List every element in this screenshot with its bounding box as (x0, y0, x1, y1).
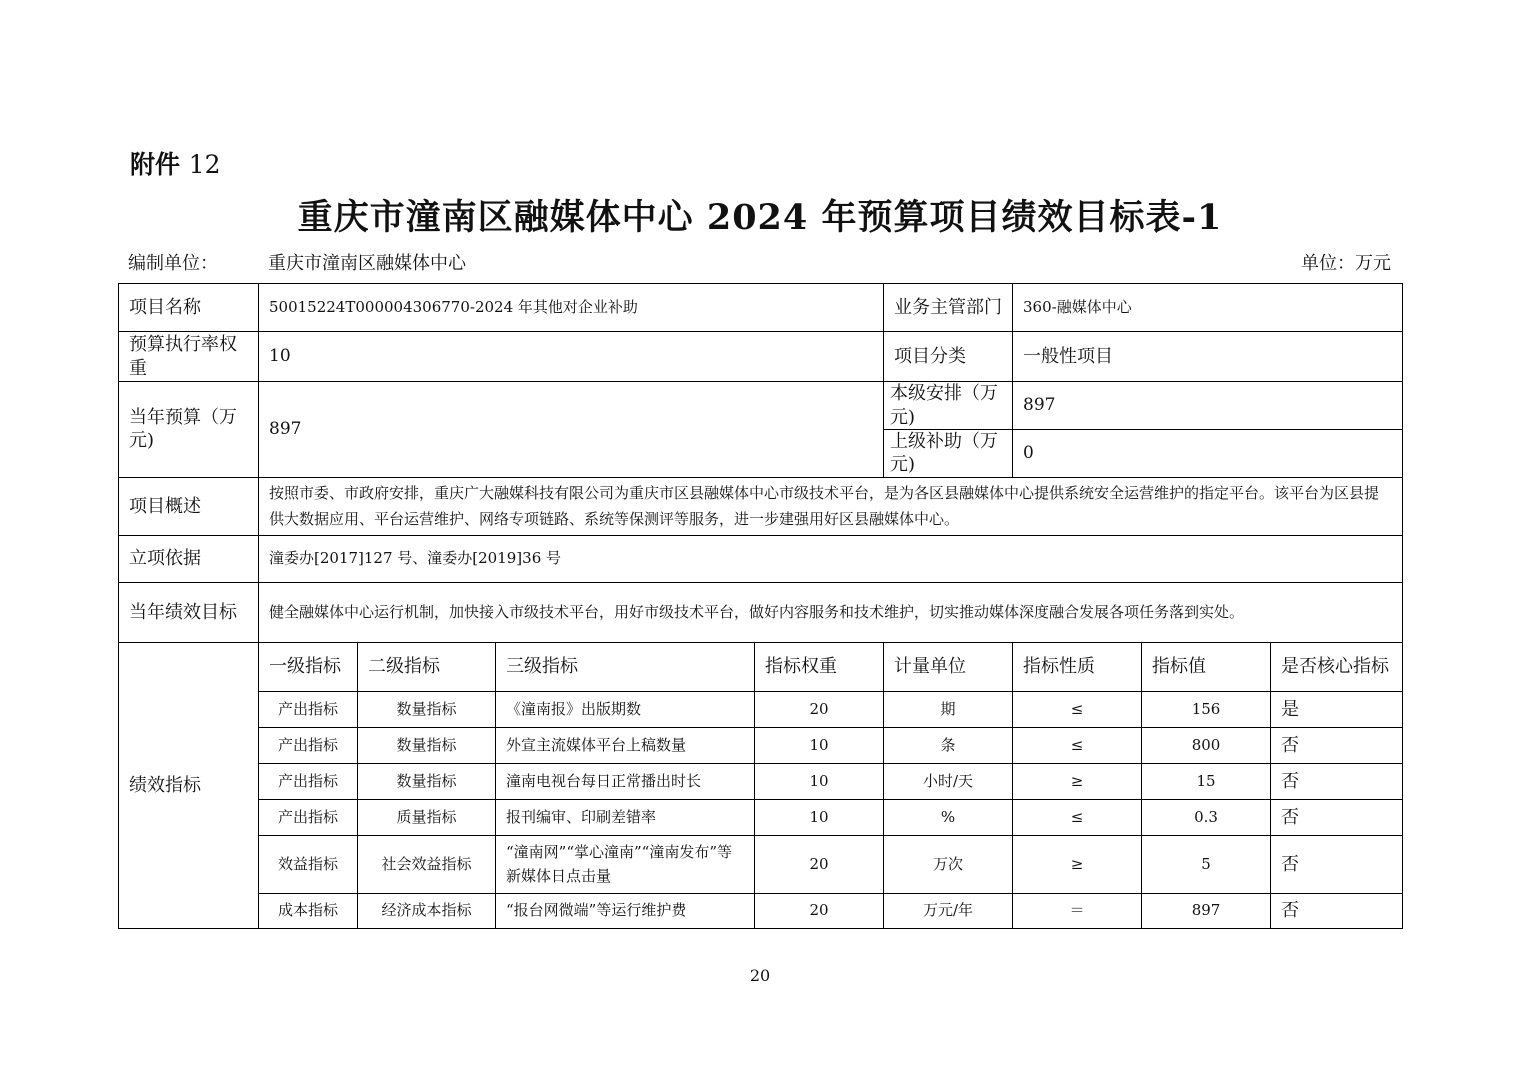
row-weight: 20 (755, 835, 884, 893)
page-title: 重庆市潼南区融媒体中心 2024 年预算项目绩效目标表-1 (297, 197, 1223, 238)
project-name-label: 项目名称 (119, 284, 259, 332)
row-unit: 条 (884, 727, 1013, 763)
row-unit: 小时/天 (884, 763, 1013, 799)
row-level3: 潼南电视台每日正常播出时长 (496, 763, 755, 799)
currency-unit: 单位：万元 (1301, 253, 1391, 274)
row-nature: ≥ (1013, 835, 1142, 893)
dept-value: 360-融媒体中心 (1013, 284, 1403, 332)
row-weight: 20 (755, 893, 884, 928)
indicators-section-label: 绩效指标 (119, 642, 259, 928)
row-value: 15 (1142, 763, 1271, 799)
row-level1: 产出指标 (259, 727, 358, 763)
attachment-prefix: 附件 (130, 150, 181, 179)
row-unit: 万元/年 (884, 893, 1013, 928)
row-level1: 效益指标 (259, 835, 358, 893)
local-arrangement-value: 897 (1013, 382, 1403, 430)
row-value: 5 (1142, 835, 1271, 893)
row-core: 否 (1271, 727, 1403, 763)
row-unit: 万次 (884, 835, 1013, 893)
budget-label: 当年预算（万元) (119, 382, 259, 478)
row-unit: 期 (884, 691, 1013, 727)
row-level3: “潼南网”“掌心潼南”“潼南发布”等新媒体日点击量 (496, 835, 755, 893)
local-arrangement-label: 本级安排（万元) (884, 382, 1013, 430)
dept-label: 业务主管部门 (884, 284, 1013, 332)
row-value: 800 (1142, 727, 1271, 763)
table-row (119, 893, 1403, 928)
header-core: 是否核心指标 (1271, 642, 1403, 691)
row-value: 0.3 (1142, 799, 1271, 835)
row-core: 否 (1271, 799, 1403, 835)
row-value: 156 (1142, 691, 1271, 727)
row-value: 897 (1142, 893, 1271, 928)
overview-label: 项目概述 (119, 477, 259, 535)
attachment-label (130, 145, 221, 181)
header-level1: 一级指标 (259, 642, 358, 691)
compiling-unit-label: 编制单位： (128, 253, 218, 274)
row-level3: 报刊编审、印刷差错率 (496, 799, 755, 835)
table-row (119, 691, 1403, 727)
basis-value: 潼委办[2017]127 号、潼委办[2019]36 号 (259, 535, 1403, 582)
budget-value: 897 (259, 382, 884, 478)
row-level2: 经济成本指标 (358, 893, 496, 928)
page-number: 20 (749, 966, 771, 985)
row-weight: 10 (755, 727, 884, 763)
row-level3: 《潼南报》出版期数 (496, 691, 755, 727)
row-level1: 成本指标 (259, 893, 358, 928)
table-row (119, 763, 1403, 799)
row-core: 否 (1271, 835, 1403, 893)
row-level2: 数量指标 (358, 691, 496, 727)
weight-label: 预算执行率权重 (119, 332, 259, 382)
performance-table (118, 283, 1403, 929)
overview-value: 按照市委、市政府安排，重庆广大融媒科技有限公司为重庆市区县融媒体中心市级技术平台，是为各区县融媒体中心提供系统安全运营维护的指定平台。该平台为区县提供大数据应用、平台运营维护、网络专项链路、系统等保测评等服务，进一步建强用好区县融媒体中心。 (259, 477, 1403, 535)
category-label: 项目分类 (884, 332, 1013, 382)
table-row (119, 799, 1403, 835)
row-weight: 10 (755, 763, 884, 799)
header-level2: 二级指标 (358, 642, 496, 691)
upper-subsidy-label: 上级补助（万元) (884, 430, 1013, 478)
row-core: 是 (1271, 691, 1403, 727)
row-nature: ≤ (1013, 799, 1142, 835)
goal-value: 健全融媒体中心运行机制，加快接入市级技术平台，用好市级技术平台，做好内容服务和技术维护，切实推动媒体深度融合发展各项任务落到实处。 (259, 582, 1403, 642)
compiling-unit-value: 重庆市潼南区融媒体中心 (268, 253, 466, 274)
row-nature: ＝ (1013, 893, 1142, 928)
row-weight: 10 (755, 799, 884, 835)
goal-label: 当年绩效目标 (119, 582, 259, 642)
row-level1: 产出指标 (259, 763, 358, 799)
row-nature: ≥ (1013, 763, 1142, 799)
header-value: 指标值 (1142, 642, 1271, 691)
header-weight: 指标权重 (755, 642, 884, 691)
row-nature: ≤ (1013, 727, 1142, 763)
category-value: 一般性项目 (1013, 332, 1403, 382)
table-row (119, 835, 1403, 893)
basis-label: 立项依据 (119, 535, 259, 582)
upper-subsidy-value: 0 (1013, 430, 1403, 478)
row-level2: 质量指标 (358, 799, 496, 835)
row-core: 否 (1271, 763, 1403, 799)
table-row (119, 727, 1403, 763)
row-nature: ≤ (1013, 691, 1142, 727)
row-level2: 数量指标 (358, 727, 496, 763)
row-level1: 产出指标 (259, 799, 358, 835)
project-name-value: 50015224T000004306770-2024 年其他对企业补助 (259, 284, 884, 332)
row-level3: 外宣主流媒体平台上稿数量 (496, 727, 755, 763)
row-weight: 20 (755, 691, 884, 727)
row-unit: % (884, 799, 1013, 835)
row-level2: 社会效益指标 (358, 835, 496, 893)
attachment-number: 12 (188, 150, 221, 179)
row-level3: “报台网微端”等运行维护费 (496, 893, 755, 928)
header-level3: 三级指标 (496, 642, 755, 691)
header-nature: 指标性质 (1013, 642, 1142, 691)
row-core: 否 (1271, 893, 1403, 928)
row-level2: 数量指标 (358, 763, 496, 799)
header-unit: 计量单位 (884, 642, 1013, 691)
weight-value: 10 (259, 332, 884, 382)
row-level1: 产出指标 (259, 691, 358, 727)
